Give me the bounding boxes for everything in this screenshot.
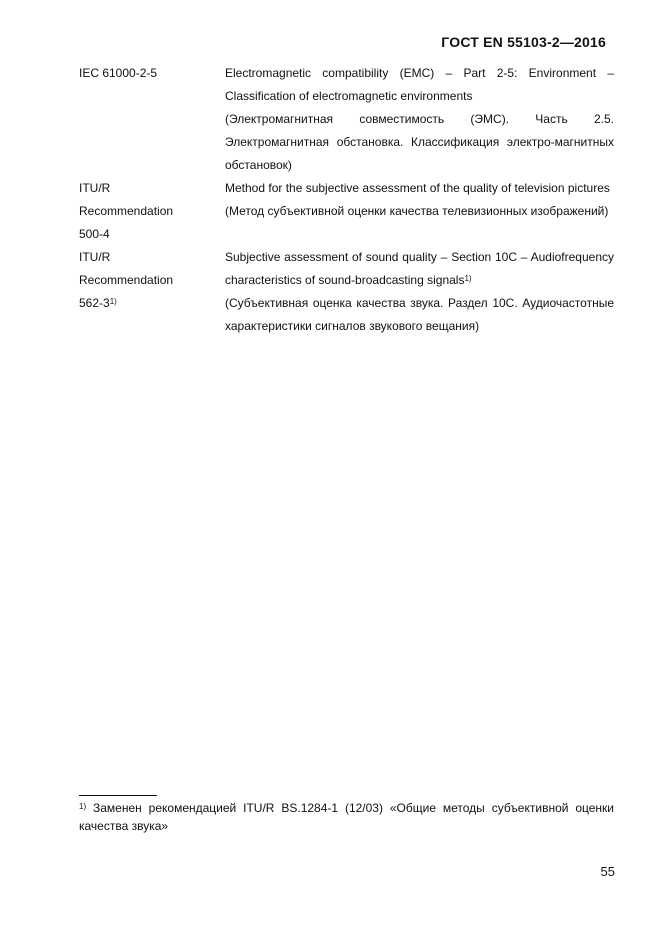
reference-code-line: 500-4 [79, 227, 110, 241]
reference-code-line: Recommendation [79, 273, 174, 287]
reference-code-line: Recommendation [79, 204, 174, 218]
normative-references-list [79, 62, 614, 338]
reference-code [79, 62, 225, 177]
footnote [79, 799, 614, 835]
reference-description [225, 177, 614, 246]
footnote-marker: 1) [109, 297, 117, 306]
reference-code-line [79, 292, 225, 315]
reference-description [225, 62, 614, 177]
reference-code-line: ITU/R [79, 181, 111, 195]
reference-title-en-text: Subjective assessment of sound quality – Section 10C – Audiofrequency characteristics of sound-broadcasting signals [225, 250, 614, 287]
reference-title-ru: (Метод субъективной оценки качества телевизионных изображений) [225, 204, 609, 218]
reference-title-en [225, 62, 614, 108]
reference-code [79, 246, 225, 338]
reference-title-ru: (Электромагнитная совместимость (ЭМС). Часть 2.5. Электромагнитная обстановка. Классификация электро-магнитных обстановок) [225, 112, 614, 172]
reference-title-en-text: Electromagnetic compatibility (EMC) – Part 2-5: Environment – Classification of electromagnetic environments [225, 66, 614, 103]
reference-entry-iec-61000-2-5 [79, 62, 614, 177]
footnote-marker: 1) [464, 274, 472, 283]
reference-code-line: ITU/R [79, 250, 111, 264]
footnote-text: Заменен рекомендацией ITU/R BS.1284-1 (12/03) «Общие методы субъективной оценки качества звука» [79, 801, 614, 833]
reference-description [225, 246, 614, 338]
reference-title-en-text: Method for the subjective assessment of the quality of television pictures [225, 181, 610, 195]
reference-entry-itu-r-562-3 [79, 246, 614, 338]
reference-code-line: IEC 61000-2-5 [79, 66, 158, 80]
document-id-header: ГОСТ EN 55103-2—2016 [441, 34, 606, 50]
reference-title-en [225, 246, 614, 292]
footnote-separator [79, 795, 157, 796]
footnote-marker: 1) [79, 802, 87, 811]
reference-code-line-text: 562-3 [79, 296, 110, 310]
reference-entry-itu-r-500-4 [79, 177, 614, 246]
page-number: 55 [600, 864, 615, 879]
reference-title-ru: (Субъективная оценка качества звука. Раздел 10С. Аудиочастотные характеристики сигналов звукового вещания) [225, 296, 614, 333]
reference-title-en [225, 177, 614, 200]
reference-code [79, 177, 225, 246]
